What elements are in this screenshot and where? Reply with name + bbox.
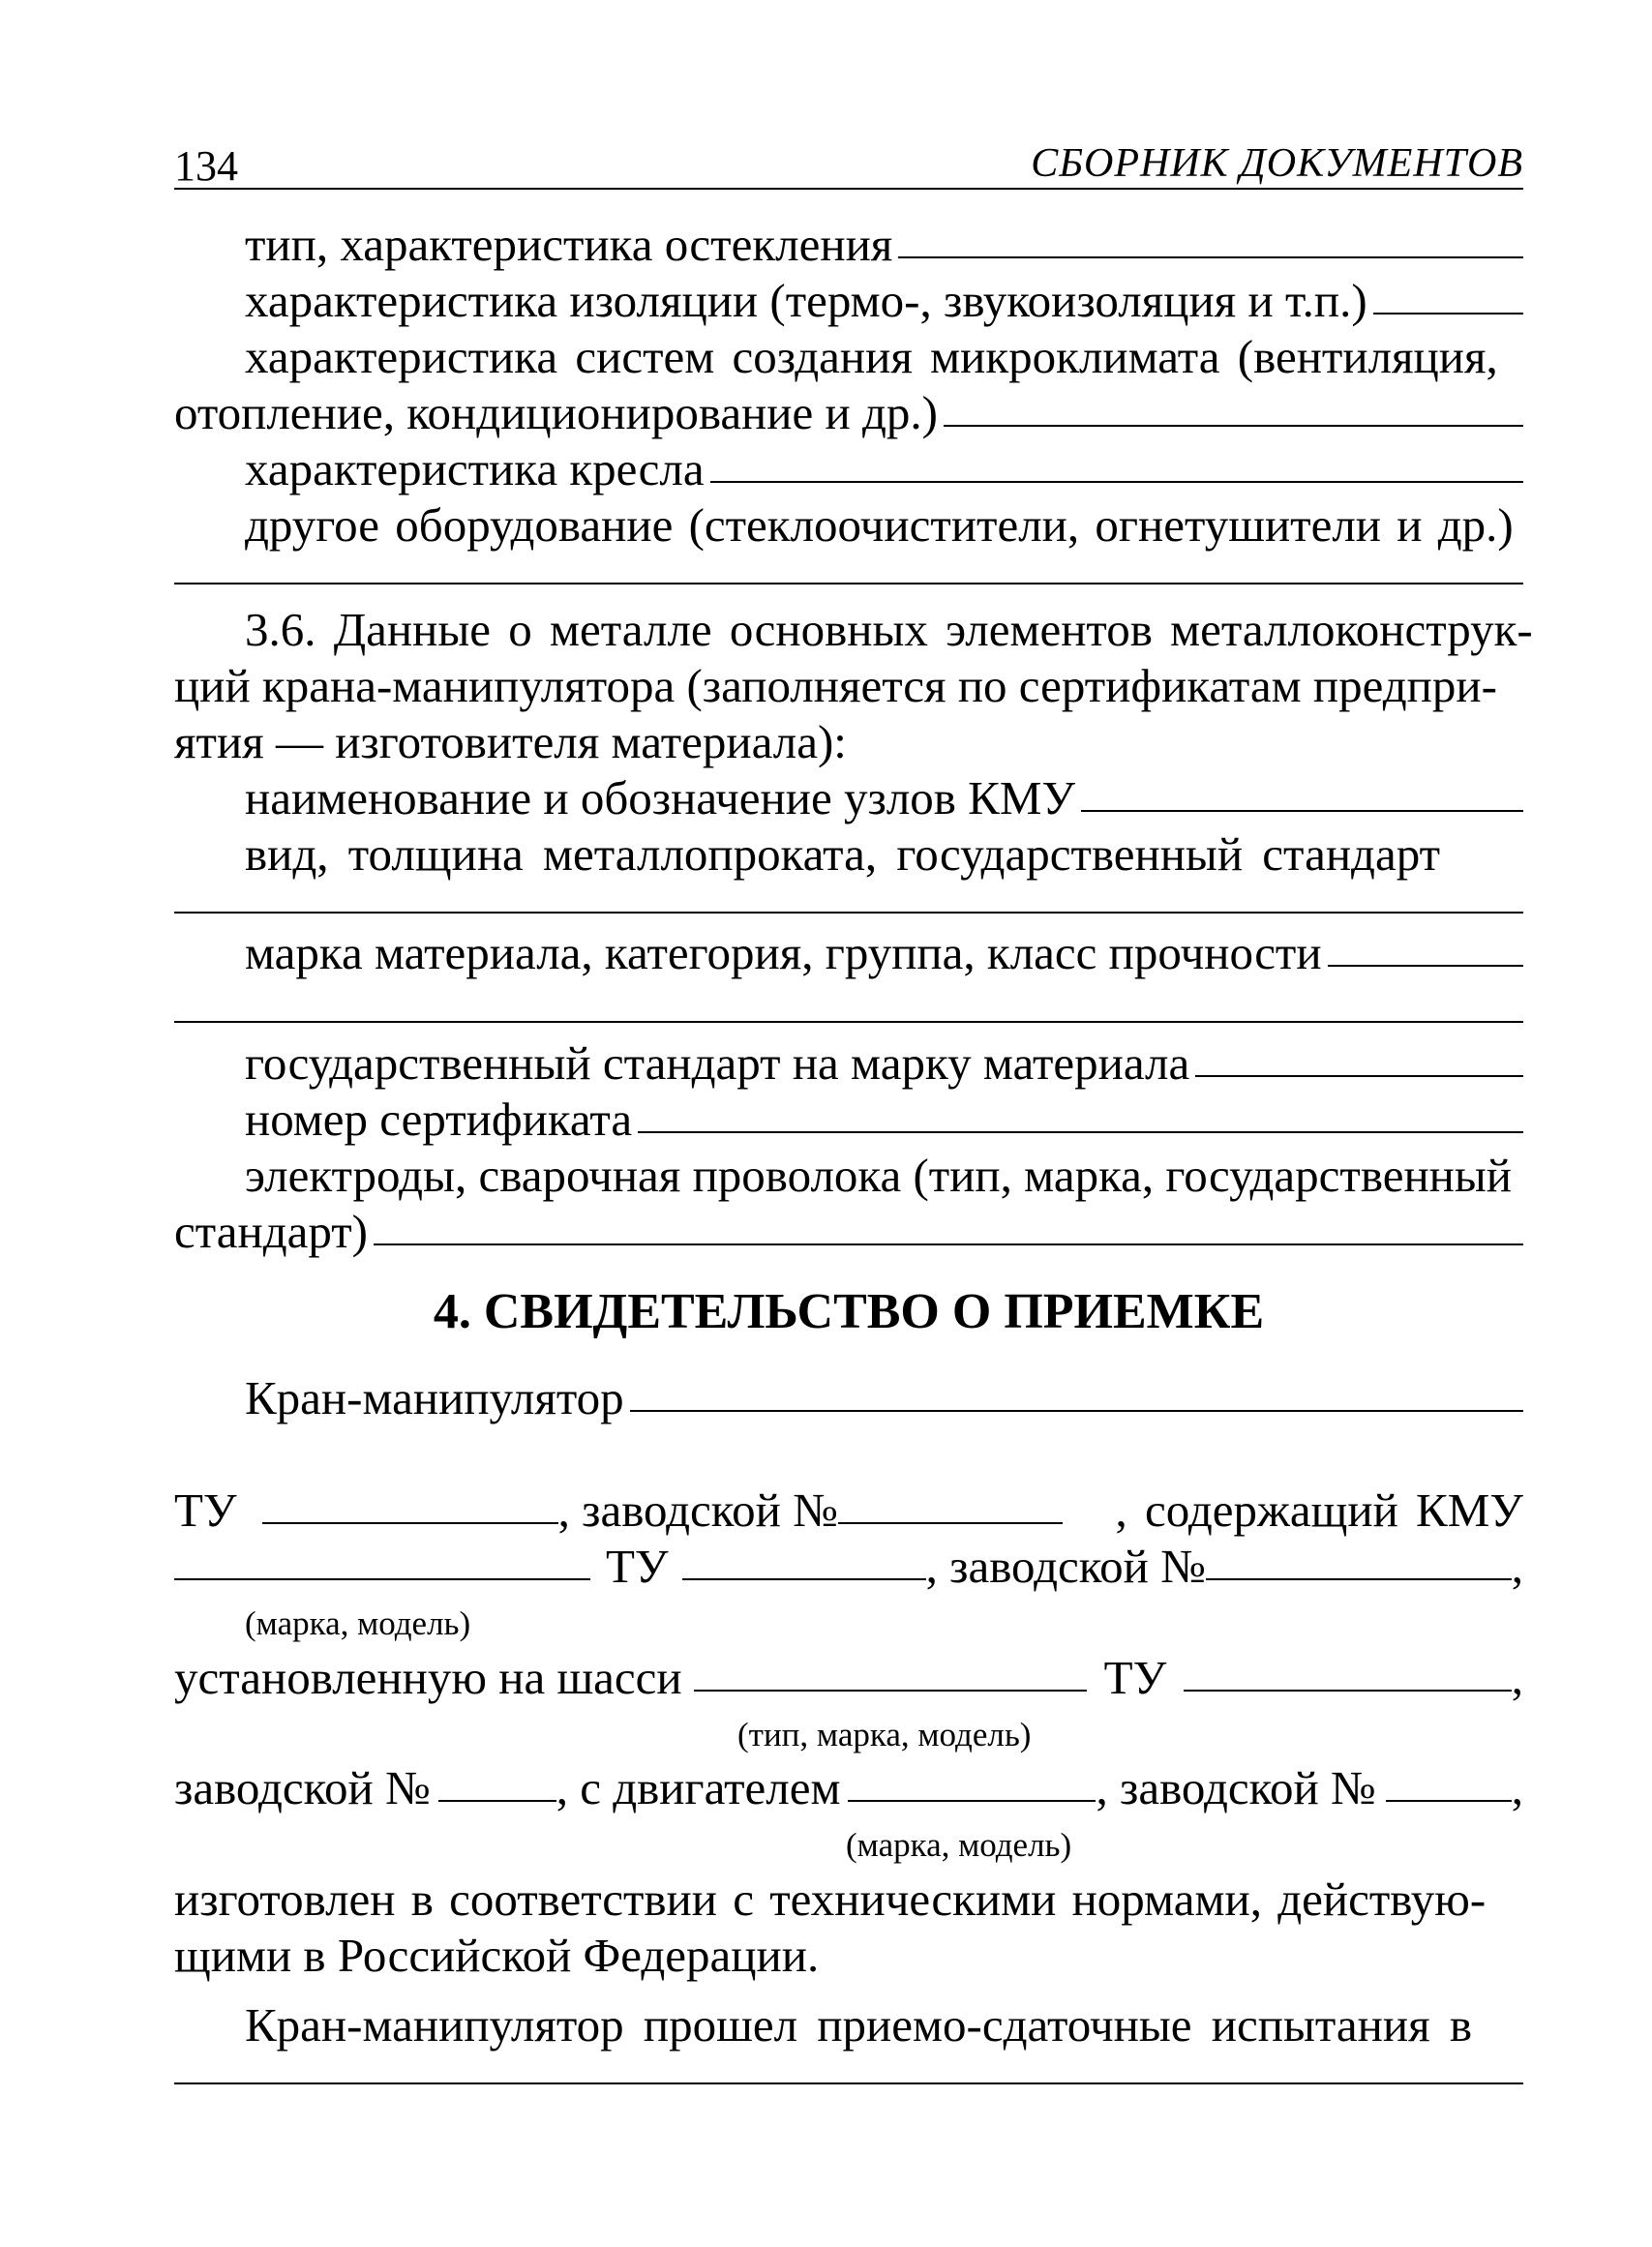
manufactured-line2 [174, 1929, 1523, 1982]
section-36-line3 [174, 715, 1523, 768]
field-material-grade-blank-2[interactable] [174, 1021, 1523, 1023]
field-seat-label: характеристика кресла [245, 442, 705, 495]
field-crane [245, 1371, 1523, 1424]
field-chassis-row [174, 1651, 1523, 1704]
field-material-grade-label: марка материала, категория, группа, класс прочности [245, 926, 1322, 979]
field-certificate-number-blank[interactable] [638, 1131, 1523, 1133]
field-crane-blank[interactable] [630, 1410, 1523, 1412]
caption-brand-model: (марка, модель) [245, 1604, 471, 1642]
field-other-equipment-blank[interactable] [174, 583, 1523, 584]
section-4-heading: 4. СВИДЕТЕЛЬСТВО О ПРИЕМКЕ [433, 1284, 1265, 1339]
kmu-model-blank[interactable] [174, 1578, 590, 1580]
field-material-grade-blank[interactable] [1328, 965, 1523, 967]
field-electrodes-line1 [245, 1149, 1523, 1202]
chassis-row-comma: , [1511, 1651, 1523, 1704]
manufactured-text-line1: изготовлен в соответствии с техническими нормами, действую- [174, 1872, 1487, 1926]
field-insulation-blank[interactable] [1373, 313, 1523, 315]
field-electrodes-label-line1: электроды, сварочная проволока (тип, марка, государственный [245, 1149, 1513, 1202]
field-grade-standard-label: государственный стандарт на марку материала [245, 1036, 1190, 1090]
field-seat [245, 442, 1523, 495]
caption-brand-model-2: (марка, модель) [846, 1826, 1072, 1864]
factory-no2-label: , заводской № [925, 1540, 1206, 1593]
field-rolled-metal-blank[interactable] [174, 912, 1523, 914]
engine-blank[interactable] [848, 1800, 1096, 1802]
field-rolled-metal [245, 827, 1523, 881]
with-engine-label: , с двигателем [556, 1761, 841, 1814]
factory-no3-label: заводской № [174, 1761, 431, 1814]
field-other-equipment-label: другое оборудование (стеклоочистители, огнетушители и др.) [245, 498, 1514, 552]
field-insulation-label: характеристика изоляции (термо-, звукоизоляция и т.п.) [245, 274, 1367, 327]
page-number: 134 [174, 142, 238, 190]
tests-text: Кран-манипулятор прошел приемо-сдаточные испытания в [245, 1998, 1473, 2052]
field-grade-standard-blank[interactable] [1195, 1075, 1523, 1077]
field-engine-row [174, 1761, 1523, 1814]
field-tu-row [174, 1483, 1523, 1537]
factory-no-label: , заводской № [557, 1483, 838, 1537]
field-certificate-number-label: номер сертификата [245, 1093, 633, 1146]
field-climate-label-line2: отопление, кондиционирование и др.) [174, 386, 938, 439]
section-36-text-line3: ятия — изготовителя материала): [174, 715, 847, 768]
field-seat-blank[interactable] [710, 481, 1523, 483]
tu-blank[interactable] [262, 1522, 558, 1524]
field-crane-label: Кран-манипулятор [245, 1371, 624, 1424]
section-36-line2 [174, 659, 1523, 712]
field-climate-line2 [174, 386, 1523, 439]
field-electrodes-line2 [174, 1205, 1523, 1258]
tests-blank[interactable] [174, 2082, 1523, 2084]
section-36-text-line2: ций крана-манипулятора (заполняется по сертификатам предпри- [174, 659, 1497, 712]
tu-label: ТУ [174, 1483, 237, 1537]
containing-kmu-label: , содержащий КМУ [1115, 1483, 1523, 1537]
field-glazing-blank[interactable] [898, 256, 1523, 258]
header-rule [174, 188, 1523, 190]
field-climate-blank[interactable] [944, 425, 1523, 427]
factory-no3-blank[interactable] [438, 1800, 556, 1802]
tu2-label: ТУ [606, 1540, 669, 1593]
section-36-line1 [245, 603, 1533, 656]
running-title: СБОРНИК ДОКУМЕНТОВ [1031, 141, 1523, 186]
factory-no-blank[interactable] [838, 1522, 1063, 1524]
tests-line [245, 1998, 1523, 2052]
caption-type-brand-model: (тип, марка, модель) [737, 1716, 1032, 1753]
field-rolled-metal-label: вид, толщина металлопроката, государственный стандарт [245, 827, 1440, 881]
field-node-names [245, 771, 1523, 824]
field-insulation [245, 274, 1523, 327]
manufactured-text-line2: щими в Российской Федерации. [174, 1929, 820, 1982]
field-material-grade [245, 926, 1523, 979]
field-electrodes-blank[interactable] [374, 1243, 1523, 1245]
tu3-blank[interactable] [1184, 1690, 1511, 1692]
engine-row-comma: , [1511, 1761, 1523, 1814]
factory-no4-blank[interactable] [1386, 1800, 1512, 1802]
field-climate-label-line1: характеристика систем создания микроклимата (вентиляция, [245, 330, 1498, 383]
manufactured-line1 [174, 1872, 1523, 1926]
field-other-equipment [245, 498, 1523, 552]
field-kmu-row [174, 1540, 1523, 1593]
field-climate-line1 [245, 330, 1523, 383]
tu2-blank[interactable] [682, 1578, 926, 1580]
tu3-label: ТУ [1103, 1651, 1167, 1704]
field-glazing [245, 218, 1523, 271]
section-36-text-line1: 3.6. Данные о металле основных элементов металлоконструк- [245, 603, 1533, 656]
installed-on-chassis-label: установленную на шасси [174, 1651, 682, 1704]
field-certificate-number [245, 1093, 1523, 1146]
factory-no4-label: , заводской № [1096, 1761, 1376, 1814]
kmu-row-comma: , [1511, 1540, 1523, 1593]
field-node-names-blank[interactable] [1081, 810, 1523, 812]
factory-no2-blank[interactable] [1206, 1578, 1512, 1580]
field-node-names-label: наименование и обозначение узлов КМУ [245, 771, 1076, 824]
field-glazing-label: тип, характеристика остекления [245, 218, 893, 271]
field-electrodes-label-line2: стандарт) [174, 1205, 368, 1258]
field-grade-standard [245, 1036, 1523, 1090]
chassis-blank[interactable] [694, 1690, 1087, 1692]
